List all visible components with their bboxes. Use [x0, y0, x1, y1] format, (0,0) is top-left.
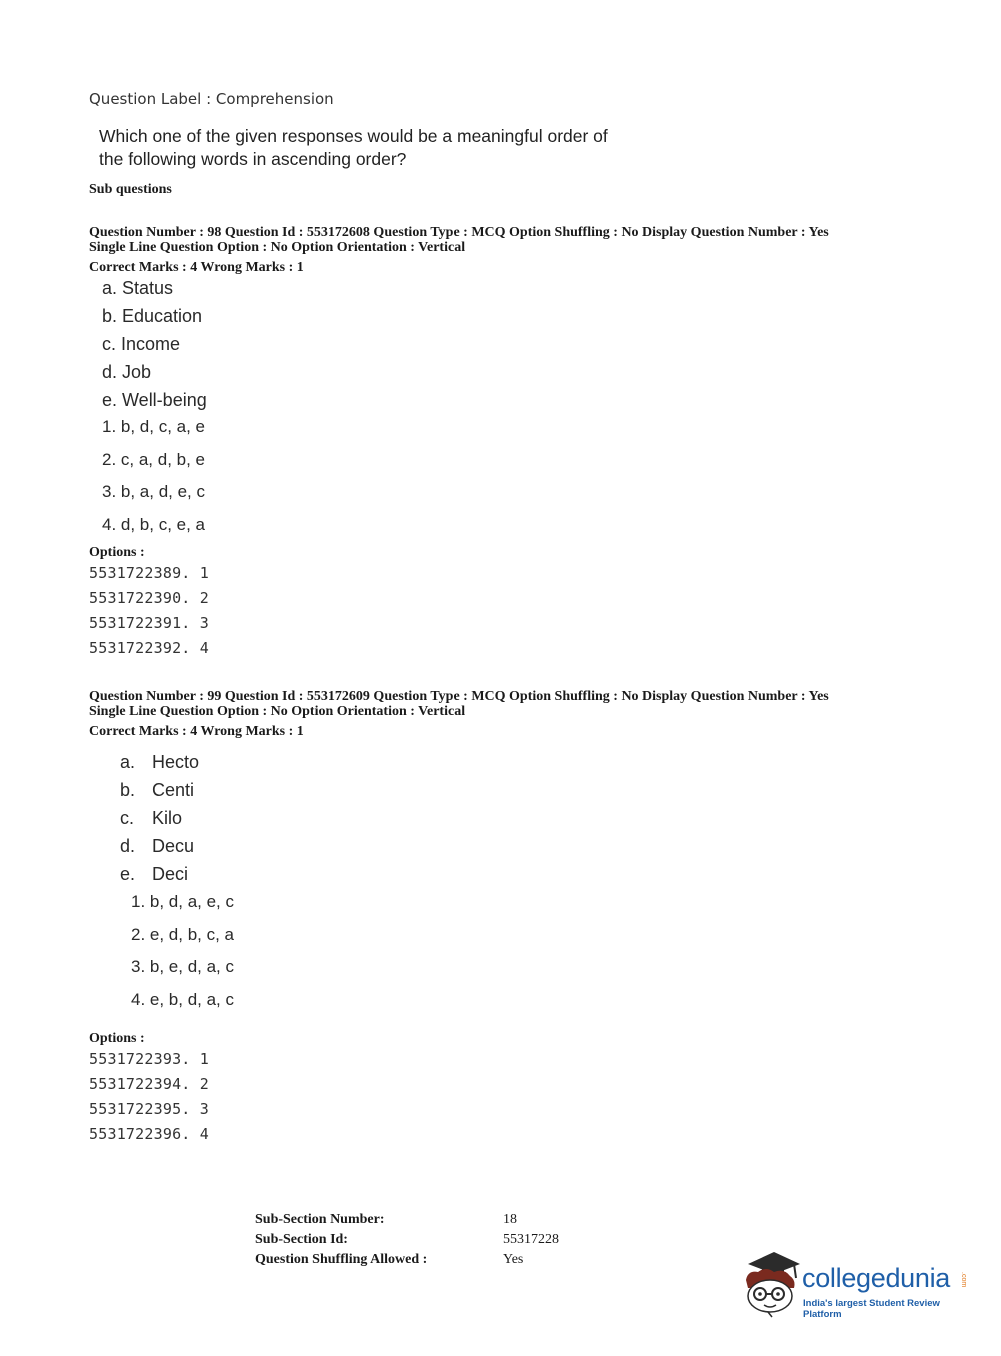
question-99-meta-line-1: Question Number : 99 Question Id : 553172609 Question Type : MCQ Option Shuffling : No Display Question Number : Yes — [89, 689, 829, 704]
question-99-item-b-word: Centi — [152, 780, 195, 800]
question-99-option-3: 5531722395. 3 — [89, 1100, 209, 1118]
question-98-choices — [102, 416, 205, 546]
logo-tagline: India's largest Student Review Platform — [803, 1298, 940, 1320]
mascot-graduate-icon — [740, 1250, 804, 1318]
question-shuffling-value: Yes — [503, 1252, 524, 1267]
question-99-item-b-letter: b. — [120, 780, 136, 800]
question-99-options-heading: Options : — [89, 1031, 145, 1046]
sub-questions-heading: Sub questions — [89, 182, 172, 197]
question-99-item-d-letter: d. — [120, 836, 136, 856]
question-99-item-e-word: Deci — [152, 864, 189, 884]
question-98-item-a: a. Status — [102, 278, 174, 298]
question-98-item-c: c. Income — [102, 334, 181, 354]
question-98-item-e: e. Well-being — [102, 390, 207, 410]
question-99-item-d-word: Decu — [152, 836, 195, 856]
sub-section-id-value: 55317228 — [503, 1232, 559, 1247]
question-98-meta — [89, 225, 829, 255]
question-stem-line-1: Which one of the given responses would be a meaningful order of — [99, 126, 608, 146]
sub-section-id-label: Sub-Section Id: — [255, 1232, 348, 1247]
question-99-item-a — [120, 751, 199, 779]
question-99-item-c — [120, 807, 199, 835]
question-98-choice-2: 2. c, a, d, b, e — [102, 449, 206, 469]
question-99-item-b — [120, 779, 199, 807]
question-label: Question Label : Comprehension — [89, 90, 334, 108]
question-98-items — [102, 277, 207, 417]
question-99-option-2: 5531722394. 2 — [89, 1075, 209, 1093]
question-99-item-e-letter: e. — [120, 864, 136, 884]
collegedunia-logo — [740, 1250, 970, 1320]
question-98-options-heading: Options : — [89, 545, 145, 560]
question-99-choice-1: 1. b, d, a, e, c — [131, 892, 235, 911]
question-99-item-a-letter: a. — [120, 752, 136, 772]
question-98-choice-4: 4. d, b, c, e, a — [102, 514, 206, 534]
logo-wordmark: collegedunia — [802, 1263, 951, 1293]
question-98-marks: Correct Marks : 4 Wrong Marks : 1 — [89, 260, 304, 275]
question-99-option-4: 5531722396. 4 — [89, 1125, 209, 1143]
sub-section-number-label: Sub-Section Number: — [255, 1212, 385, 1227]
question-99-item-d — [120, 835, 199, 863]
question-99-choice-4: 4. e, b, d, a, c — [131, 989, 235, 1009]
question-99-meta — [89, 689, 829, 719]
question-98-option-3: 5531722391. 3 — [89, 614, 209, 632]
question-stem — [99, 125, 608, 171]
question-98-option-1: 5531722389. 1 — [89, 564, 209, 582]
question-99-option-1: 5531722393. 1 — [89, 1050, 209, 1068]
question-98-item-b: b. Education — [102, 306, 203, 326]
logo-tld: .com — [960, 1272, 967, 1288]
question-stem-line-2: the following words in ascending order? — [99, 149, 407, 169]
question-99-choice-3: 3. b, e, d, a, c — [131, 957, 235, 976]
question-98-choice-3: 3. b, a, d, e, c — [102, 482, 206, 501]
question-98-option-2: 5531722390. 2 — [89, 589, 209, 607]
question-99-choice-2: 2. e, d, b, c, a — [131, 924, 235, 944]
question-98-options — [89, 564, 209, 664]
question-shuffling-label: Question Shuffling Allowed : — [255, 1252, 428, 1267]
question-98-meta-line-2: Single Line Question Option : No Option Orientation : Vertical — [89, 240, 466, 255]
question-99-marks: Correct Marks : 4 Wrong Marks : 1 — [89, 724, 304, 739]
question-98-item-d: d. Job — [102, 362, 152, 382]
question-99-options — [89, 1050, 209, 1150]
question-98-meta-line-1: Question Number : 98 Question Id : 553172608 Question Type : MCQ Option Shuffling : No Display Question Number : Yes — [89, 225, 829, 240]
question-99-choices — [131, 891, 234, 1021]
question-99-meta-line-2: Single Line Question Option : No Option Orientation : Vertical — [89, 704, 466, 719]
question-99-item-c-word: Kilo — [152, 808, 183, 828]
question-99-item-a-word: Hecto — [152, 752, 200, 772]
question-99-item-c-letter: c. — [120, 808, 135, 828]
sub-section-number-value: 18 — [503, 1212, 517, 1227]
question-99-item-e — [120, 863, 199, 891]
question-98-choice-1: 1. b, d, c, a, e — [102, 417, 206, 436]
question-99-items — [120, 751, 199, 891]
question-98-option-4: 5531722392. 4 — [89, 639, 209, 657]
